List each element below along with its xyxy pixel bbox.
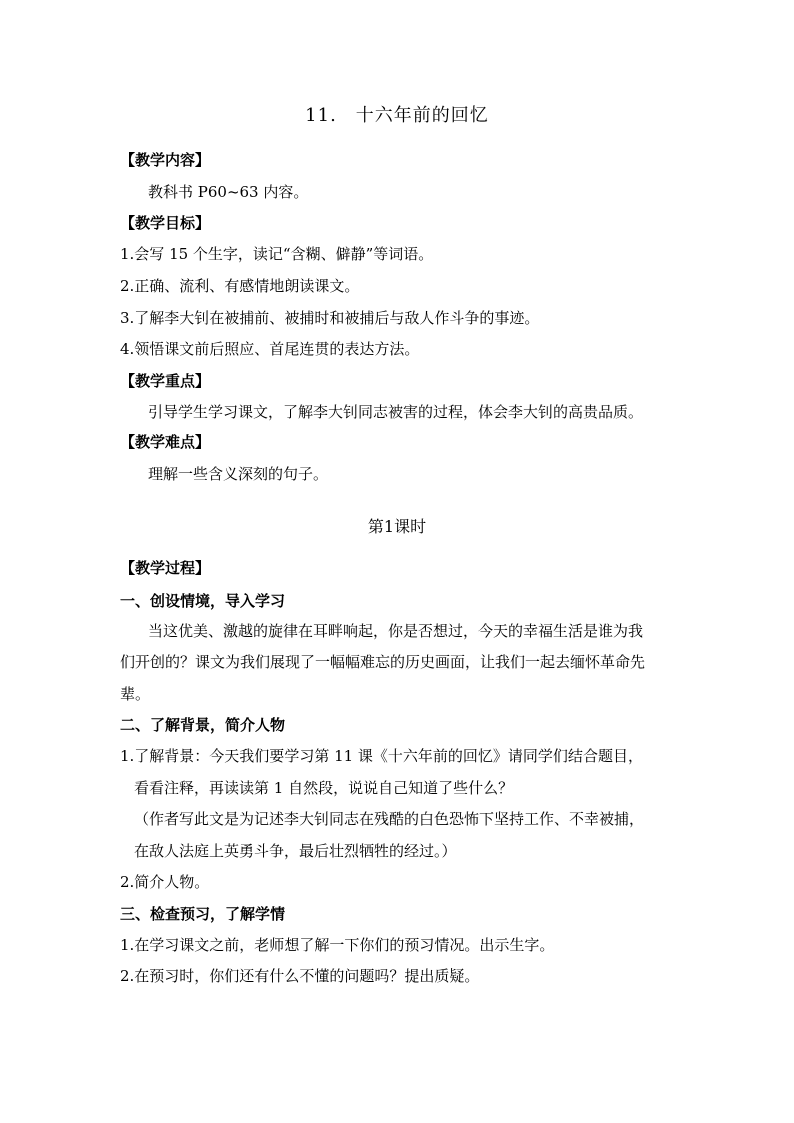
goals-heading: 【教学目标】	[120, 214, 211, 232]
step3-heading: 三、检查预习，了解学情	[120, 905, 286, 923]
difficulty-heading: 【教学难点】	[120, 433, 211, 451]
process-heading: 【教学过程】	[120, 559, 211, 577]
step2-line: 1.了解背景：今天我们要学习第 11 课《十六年前的回忆》请同学们结合题目，	[120, 747, 643, 765]
step2-line: 2.简介人物。	[120, 873, 210, 891]
step1-line: 当这优美、激越的旋律在耳畔响起，你是否想过，今天的幸福生活是谁为我	[148, 622, 644, 640]
page-title: 11. 十六年前的回忆	[305, 105, 489, 126]
goal-item: 4.领悟课文前后照应、首尾连贯的表达方法。	[120, 340, 420, 358]
difficulty-text: 理解一些含义深刻的句子。	[148, 465, 329, 483]
step1-heading: 一、创设情境，导入学习	[120, 592, 286, 610]
focus-heading: 【教学重点】	[120, 372, 211, 390]
step2-line: 看看注释，再读读第 1 自然段，说说自己知道了些什么？	[134, 779, 514, 797]
goal-item: 3.了解李大钊在被捕前、被捕时和被捕后与敌人作斗争的事迹。	[120, 309, 540, 327]
step1-line: 们开创的？课文为我们展现了一幅幅难忘的历史画面，让我们一起去缅怀革命先	[120, 653, 646, 671]
goal-item: 2.正确、流利、有感情地朗读课文。	[120, 277, 360, 295]
focus-text: 引导学生学习课文，了解李大钊同志被害的过程，体会李大钊的高贵品质。	[148, 403, 644, 421]
step1-line: 辈。	[120, 685, 151, 703]
content-heading: 【教学内容】	[120, 151, 211, 169]
goal-item: 1.会写 15 个生字，读记“含糊、僻静”等词语。	[120, 245, 434, 263]
content-text: 教科书 P60~63 内容。	[148, 183, 309, 201]
lesson-title: 第1课时	[367, 517, 427, 536]
step2-line: （作者写此文是为记述李大钊同志在残酷的白色恐怖下坚持工作、不幸被捕，	[134, 810, 645, 828]
step3-line: 1.在学习课文之前，老师想了解一下你们的预习情况。出示生字。	[120, 936, 555, 954]
step2-heading: 二、了解背景，简介人物	[120, 716, 286, 734]
step3-line: 2.在预习时，你们还有什么不懂的问题吗？提出质疑。	[120, 967, 480, 985]
step2-line: 在敌人法庭上英勇斗争，最后壮烈牺牲的经过。）	[134, 842, 457, 860]
